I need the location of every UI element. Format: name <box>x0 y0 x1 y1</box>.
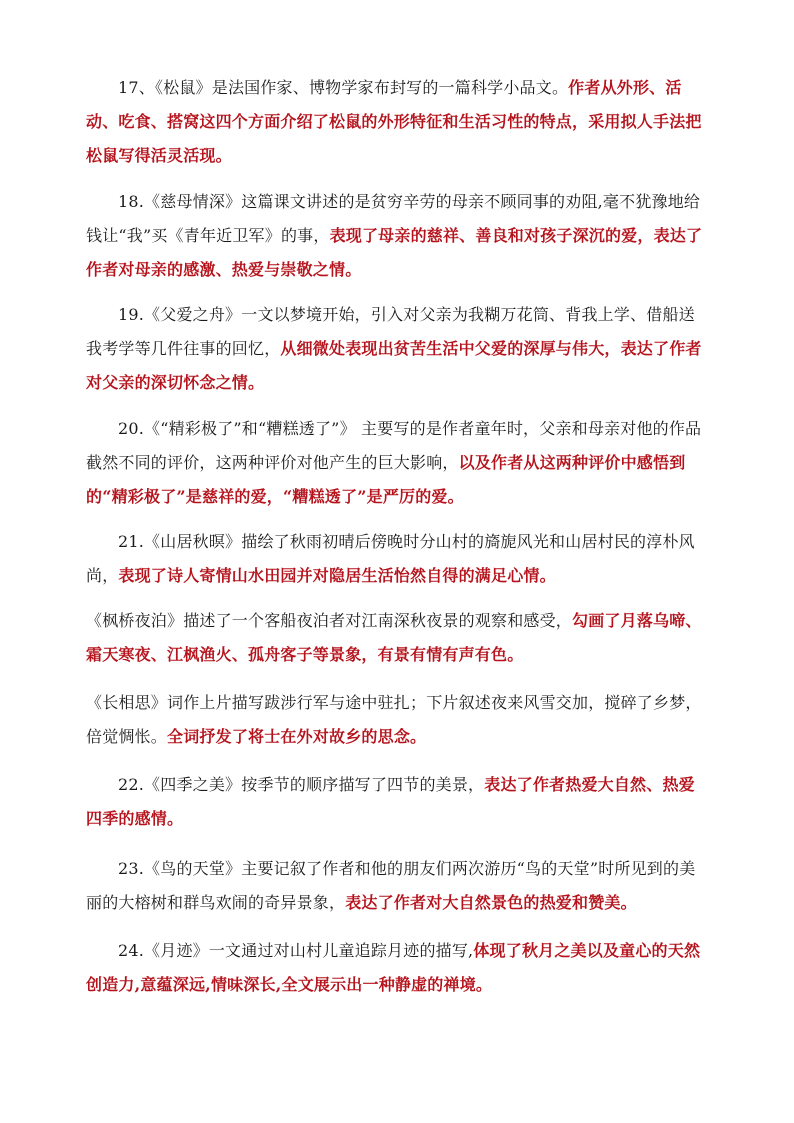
paragraph-plain-text: 17、《松鼠》是法国作家、博物学家布封写的一篇科学小品文。 <box>118 78 569 97</box>
paragraph-highlight-text: 全词抒发了将士在外对故乡的思念。 <box>167 727 427 746</box>
paragraph-plain-text: 20.《“精彩极了”和“糟糕透了”》 主要写的是作者童年时，父亲和母亲对他的作品截然不同的评价，这两种评价对他产生的巨大影响， <box>86 419 702 472</box>
paragraph-plain-text: 《长相思》词作上片描写跋涉行军与途中驻扎；下片叙述夜来风雪交加，搅碎了乡梦，倍觉惆怅。 <box>86 693 702 746</box>
paragraph-fengqiaoyebo <box>86 604 710 672</box>
paragraph-plain-text: 18.《慈母情深》这篇课文讲述的是贫穷辛劳的母亲不顾同事的劝阻,毫不犹豫地给钱让“我”买《青年近卫军》的事， <box>86 192 701 245</box>
paragraph-20-jingcaijile <box>86 412 710 514</box>
paragraph-highlight-text: 表现了母亲的慈祥、善良和对孩子深沉的爱，表达了作者对母亲的感激、热爱与崇敬之情。 <box>86 226 703 279</box>
paragraph-highlight-text: 体现了秋月之美以及童心的天然创造力,意蕴深远,情味深长,全文展示出一种静虚的禅境。 <box>86 941 701 994</box>
paragraph-highlight-text: 从细微处表现出贫苦生活中父爱的深厚与伟大，表达了作者对父亲的深切怀念之情。 <box>86 339 702 392</box>
paragraph-22-sijizhimei <box>86 768 710 836</box>
paragraph-highlight-text: 以及作者从这两种评价中感悟到的“精彩极了”是慈祥的爱，“糟糕透了”是严厉的爱。 <box>86 453 686 506</box>
paragraph-highlight-text: 表现了诗人寄情山水田园并对隐居生活怡然自得的满足心情。 <box>118 566 556 585</box>
paragraph-plain-text: 19.《父爱之舟》一文以梦境开始，引入对父亲为我糊万花筒、背我上学、借船送我考学等几件往事的回忆， <box>86 305 695 358</box>
paragraph-23-niaodetiantang <box>86 852 710 920</box>
paragraph-changxiangsi <box>86 686 710 754</box>
paragraph-plain-text: 23.《鸟的天堂》主要记叙了作者和他的朋友们两次游历“鸟的天堂”时所见到的美丽的大榕树和群鸟欢闹的奇异景象， <box>86 859 696 912</box>
paragraph-highlight-text: 表达了作者对大自然景色的热爱和赞美。 <box>345 893 637 912</box>
paragraph-highlight-text: 作者从外形、活动、吃食、搭窝这四个方面介绍了松鼠的外形特征和生活习性的特点，采用拟人手法把松鼠写得活灵活现。 <box>86 78 702 165</box>
paragraph-19-fuaizhizhou <box>86 298 710 400</box>
paragraph-highlight-text: 勾画了月落乌啼、霜天寒夜、江枫渔火、孤舟客子等景象，有景有情有声有色。 <box>86 611 702 664</box>
paragraph-highlight-text: 表达了作者热爱大自然、热爱四季的感情。 <box>86 775 695 828</box>
paragraph-24-yueji <box>86 934 710 1002</box>
paragraph-17-songshu <box>86 71 710 173</box>
paragraph-plain-text: 21.《山居秋暝》描绘了秋雨初晴后傍晚时分山村的旖旎风光和山居村民的淳朴风尚， <box>86 532 695 585</box>
paragraph-plain-text: 24.《月迹》一文通过对山村儿童追踪月迹的描写, <box>118 941 474 960</box>
paragraph-18-cimuqingshen <box>86 185 710 287</box>
paragraph-plain-text: 《枫桥夜泊》描述了一个客船夜泊者对江南深秋夜景的观察和感受， <box>86 611 573 630</box>
paragraph-plain-text: 22.《四季之美》按季节的顺序描写了四节的美景， <box>118 775 485 794</box>
paragraph-21-shanjuqiuming <box>86 525 710 593</box>
